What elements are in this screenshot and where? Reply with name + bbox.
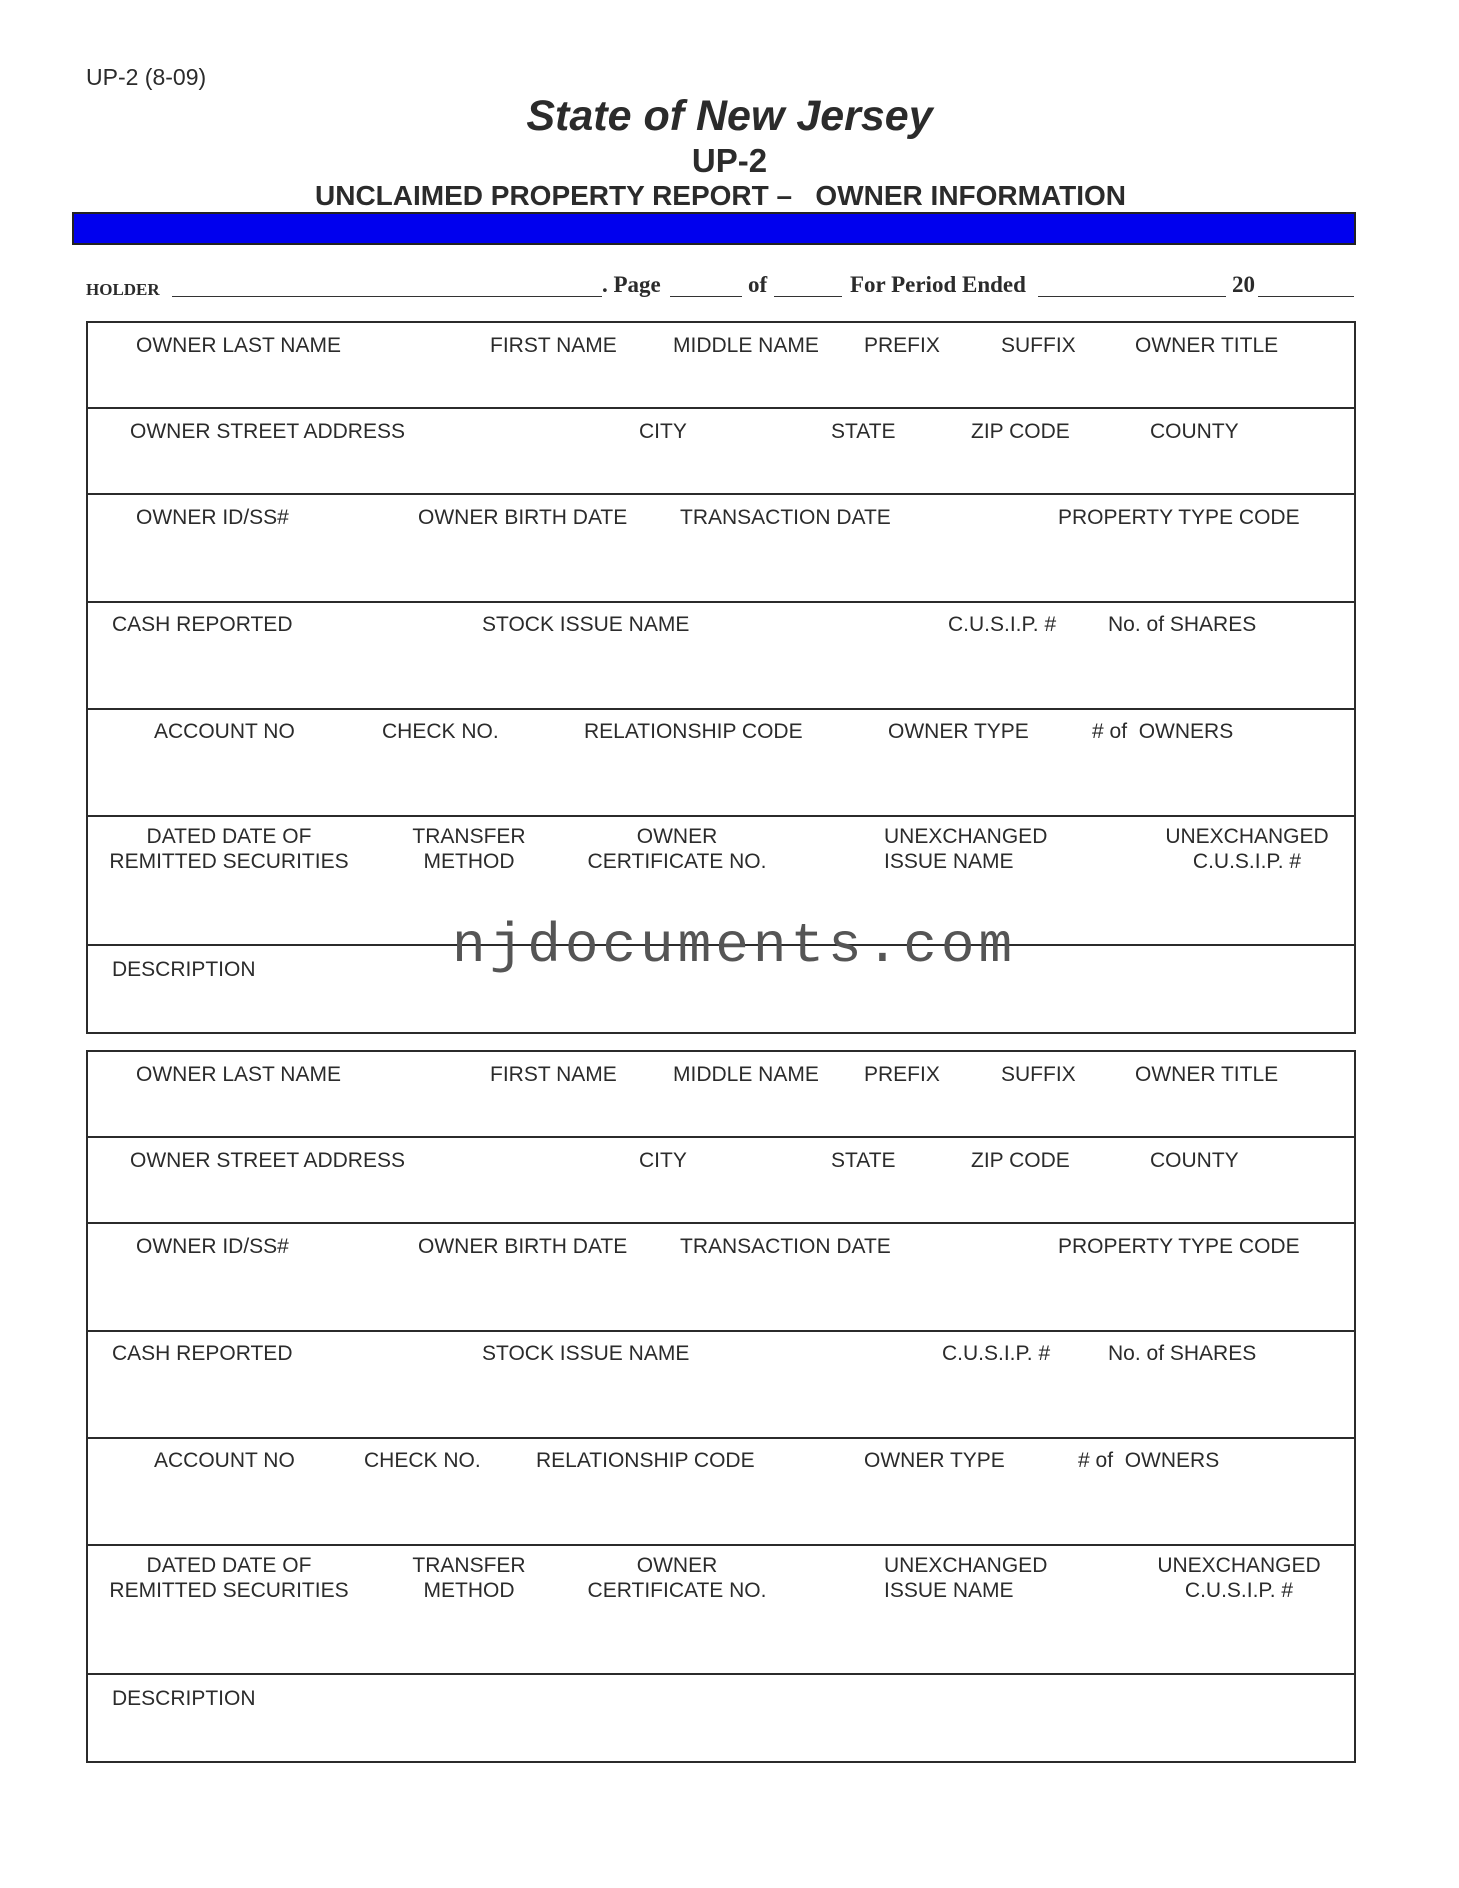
page-title: State of New Jersey bbox=[526, 92, 933, 140]
cash-reported-label: CASH REPORTED bbox=[112, 613, 293, 636]
transaction-date-label: TRANSACTION DATE bbox=[680, 1235, 891, 1258]
state-label: STATE bbox=[831, 420, 896, 443]
suffix-label: SUFFIX bbox=[1001, 334, 1076, 357]
report-title: UNCLAIMED PROPERTY REPORT – OWNER INFORMATION bbox=[315, 180, 1126, 211]
county-label: COUNTY bbox=[1150, 420, 1239, 443]
cusip-label: C.U.S.I.P. # bbox=[942, 1342, 1051, 1365]
row-divider bbox=[88, 1673, 1354, 1675]
row-divider bbox=[88, 1544, 1354, 1546]
property-type-code-label: PROPERTY TYPE CODE bbox=[1058, 506, 1300, 529]
check-no-label: CHECK NO. bbox=[364, 1449, 481, 1472]
zip-code-label: ZIP CODE bbox=[971, 1149, 1070, 1172]
owner-last-name-label: OWNER LAST NAME bbox=[136, 334, 341, 357]
row-divider bbox=[88, 601, 1354, 603]
period-ended-field[interactable] bbox=[1038, 296, 1226, 297]
owner-last-name-label: OWNER LAST NAME bbox=[136, 1063, 341, 1086]
header-color-bar bbox=[72, 212, 1356, 245]
unexchanged-issue-name-label: UNEXCHANGED ISSUE NAME bbox=[884, 1554, 1048, 1602]
check-no-label: CHECK NO. bbox=[382, 720, 499, 743]
number-of-shares-label: No. of SHARES bbox=[1108, 1342, 1257, 1365]
form-number: UP-2 bbox=[691, 142, 768, 179]
account-no-label: ACCOUNT NO bbox=[154, 720, 295, 743]
middle-name-label: MIDDLE NAME bbox=[673, 1063, 819, 1086]
holder-label: HOLDER bbox=[86, 280, 160, 299]
unexchanged-cusip-label: UNEXCHANGED C.U.S.I.P. # bbox=[1157, 1554, 1321, 1602]
cash-reported-label: CASH REPORTED bbox=[112, 1342, 293, 1365]
form-code: UP-2 (8-09) bbox=[86, 64, 207, 90]
state-label: STATE bbox=[831, 1149, 896, 1172]
watermark: njdocuments.com bbox=[452, 914, 1017, 978]
first-name-label: FIRST NAME bbox=[490, 334, 617, 357]
transaction-date-label: TRANSACTION DATE bbox=[680, 506, 891, 529]
page-label: . Page bbox=[602, 272, 661, 297]
owner-type-label: OWNER TYPE bbox=[864, 1449, 1005, 1472]
owner-id-label: OWNER ID/SS# bbox=[136, 506, 289, 529]
number-of-shares-label: No. of SHARES bbox=[1108, 613, 1257, 636]
owner-birth-date-label: OWNER BIRTH DATE bbox=[418, 506, 628, 529]
stock-issue-name-label: STOCK ISSUE NAME bbox=[482, 613, 690, 636]
city-label: CITY bbox=[639, 420, 687, 443]
description-label: DESCRIPTION bbox=[112, 958, 256, 981]
row-divider bbox=[88, 1330, 1354, 1332]
unexchanged-cusip-label: UNEXCHANGED C.U.S.I.P. # bbox=[1165, 825, 1329, 873]
zip-code-label: ZIP CODE bbox=[971, 420, 1070, 443]
account-no-label: ACCOUNT NO bbox=[154, 1449, 295, 1472]
period-ended-label: For Period Ended bbox=[850, 272, 1026, 297]
row-divider bbox=[88, 1437, 1354, 1439]
dated-date-label: DATED DATE OF REMITTED SECURITIES bbox=[109, 825, 349, 873]
owner-birth-date-label: OWNER BIRTH DATE bbox=[418, 1235, 628, 1258]
row-divider bbox=[88, 407, 1354, 409]
owner-certificate-label: OWNER CERTIFICATE NO. bbox=[587, 825, 767, 873]
prefix-label: PREFIX bbox=[864, 1063, 940, 1086]
middle-name-label: MIDDLE NAME bbox=[673, 334, 819, 357]
property-type-code-label: PROPERTY TYPE CODE bbox=[1058, 1235, 1300, 1258]
row-divider bbox=[88, 1136, 1354, 1138]
owner-block-2 bbox=[86, 1050, 1356, 1763]
row-divider bbox=[88, 493, 1354, 495]
holder-field[interactable] bbox=[172, 296, 602, 297]
year-field[interactable] bbox=[1258, 296, 1354, 297]
dated-date-label: DATED DATE OF REMITTED SECURITIES bbox=[109, 1554, 349, 1602]
owner-id-label: OWNER ID/SS# bbox=[136, 1235, 289, 1258]
page-total-field[interactable] bbox=[774, 296, 842, 297]
number-of-owners-label: # of OWNERS bbox=[1078, 1449, 1220, 1472]
owner-certificate-label: OWNER CERTIFICATE NO. bbox=[587, 1554, 767, 1602]
unexchanged-issue-name-label: UNEXCHANGED ISSUE NAME bbox=[884, 825, 1048, 873]
year-prefix-label: 20 bbox=[1232, 272, 1255, 297]
stock-issue-name-label: STOCK ISSUE NAME bbox=[482, 1342, 690, 1365]
first-name-label: FIRST NAME bbox=[490, 1063, 617, 1086]
owner-title-label: OWNER TITLE bbox=[1135, 334, 1279, 357]
row-divider bbox=[88, 1222, 1354, 1224]
owner-type-label: OWNER TYPE bbox=[888, 720, 1029, 743]
transfer-method-label: TRANSFER METHOD bbox=[412, 825, 526, 873]
row-divider bbox=[88, 708, 1354, 710]
relationship-code-label: RELATIONSHIP CODE bbox=[536, 1449, 755, 1472]
row-divider bbox=[88, 815, 1354, 817]
owner-title-label: OWNER TITLE bbox=[1135, 1063, 1279, 1086]
of-label: of bbox=[748, 272, 768, 297]
county-label: COUNTY bbox=[1150, 1149, 1239, 1172]
owner-street-address-label: OWNER STREET ADDRESS bbox=[130, 420, 405, 443]
prefix-label: PREFIX bbox=[864, 334, 940, 357]
description-label: DESCRIPTION bbox=[112, 1687, 256, 1710]
page-number-field[interactable] bbox=[670, 296, 742, 297]
suffix-label: SUFFIX bbox=[1001, 1063, 1076, 1086]
transfer-method-label: TRANSFER METHOD bbox=[412, 1554, 526, 1602]
cusip-label: C.U.S.I.P. # bbox=[948, 613, 1057, 636]
number-of-owners-label: # of OWNERS bbox=[1092, 720, 1234, 743]
relationship-code-label: RELATIONSHIP CODE bbox=[584, 720, 803, 743]
city-label: CITY bbox=[639, 1149, 687, 1172]
owner-street-address-label: OWNER STREET ADDRESS bbox=[130, 1149, 405, 1172]
